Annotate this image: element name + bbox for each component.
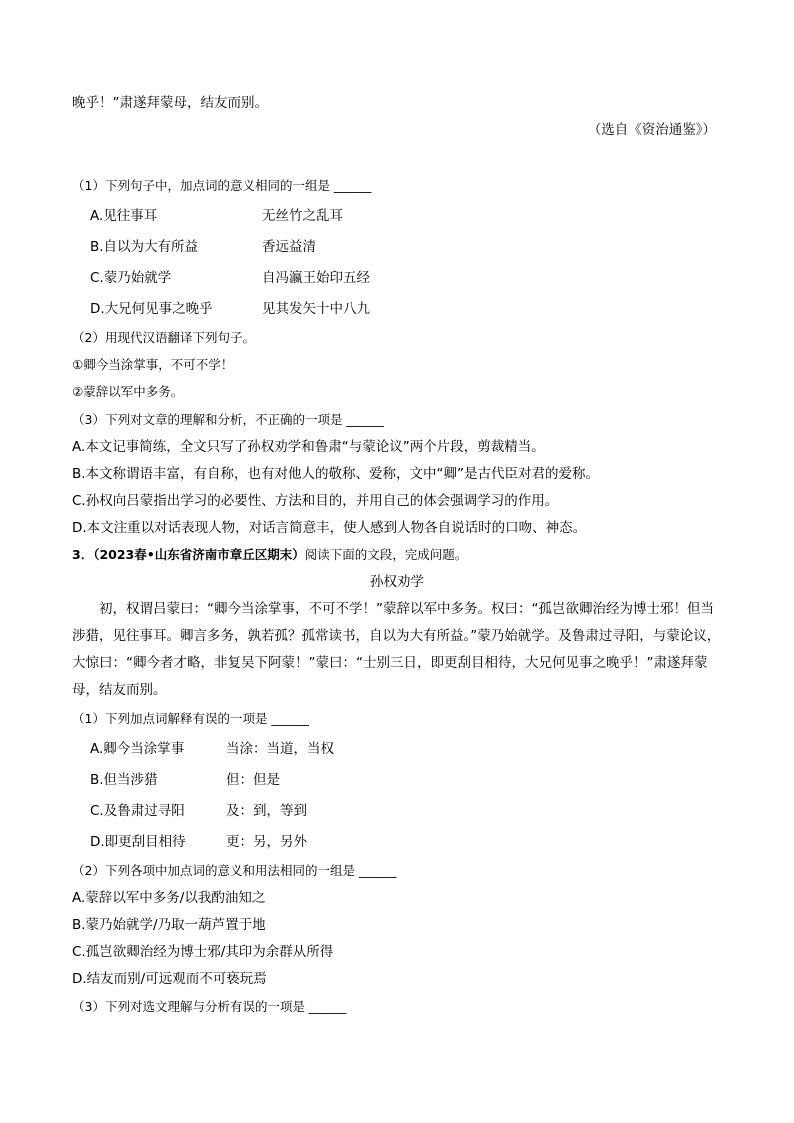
q2-p1-option-a-left: A.见往事耳 <box>90 208 158 224</box>
question-instruction: 阅读下面的文段，完成问题。 <box>304 547 468 562</box>
q3-p1-option-c-right: 及：到，等到 <box>226 803 307 819</box>
q2-p3-option-a: A.本文记事简练，全文只写了孙权劝学和鲁肃“与蒙论议”两个片段，剪裁精当。 <box>72 439 545 455</box>
q3-p1-option-d-right: 更：另，另外 <box>226 834 307 850</box>
q2-p3-option-c: C.孙权向吕蒙指出学习的必要性、方法和目的，并用自己的体会强调学习的作用。 <box>72 493 559 509</box>
q3-p1-option-c-left: C.及鲁肃过寻阳 <box>90 803 185 819</box>
q2-p1-option-c-right: 自冯瀛王始印五经 <box>262 270 370 286</box>
q3-p1-option-a-right: 当涂：当道，当权 <box>226 741 334 757</box>
q2-p1-option-d-right: 见其发矢十中八九 <box>262 301 370 317</box>
q2-part2-stem: （2）用现代汉语翻译下列句子。 <box>72 330 255 345</box>
passage-tail-line: 晚乎！”肃遂拜蒙母，结友而别。 <box>72 95 268 111</box>
q3-p1-option-d-left: D.即更刮目相待 <box>90 834 186 850</box>
source-citation: （选自《资治通鉴》） <box>587 122 716 138</box>
question-3-header <box>72 545 467 565</box>
q2-p1-option-b-left: B.自以为大有所益 <box>90 239 199 255</box>
q2-p1-option-c-left: C.蒙乃始就学 <box>90 270 172 286</box>
passage-title: 孙权劝学 <box>370 574 424 590</box>
q2-p3-option-b: B.本文称谓语丰富，有自称，也有对他人的敬称、爱称，文中“卿”是古代臣对君的爱称。 <box>72 466 600 482</box>
q3-p1-option-a-left: A.卿今当涂掌事 <box>90 741 185 757</box>
q3-part2-stem: （2）下列各项中加点词的意义和用法相同的一组是 ______ <box>72 863 397 878</box>
q3-part1-stem: （1）下列加点词解释有误的一项是 ______ <box>72 711 309 726</box>
q2-p1-option-a-right: 无丝竹之乱耳 <box>262 208 343 224</box>
q2-part3-stem: （3）下列对文章的理解和分析，不正确的一项是 ______ <box>72 412 384 427</box>
q3-p2-option-a: A.蒙辞以军中多务/以我酌油知之 <box>72 890 266 906</box>
q2-p3-option-d: D.本文注重以对话表现人物，对话言简意丰，使人感到人物各自说话时的口吻、神态。 <box>72 520 587 536</box>
q2-p2-item-2: ②蒙辞以军中多务。 <box>72 384 184 399</box>
q2-p2-item-1: ①卿今当涂掌事，不可不学！ <box>72 357 234 372</box>
passage-body: 初，权谓吕蒙曰：“卿今当涂掌事，不可不学！”蒙辞以军中多务。权曰：“孤岂欲卿治经为博士邪！但当涉猎，见往事耳。卿言多务，孰若孤？孤常读书，自以为大有所益。”蒙乃始就学。及鲁肃过寻阳，与蒙论议，大惊曰：“卿今者才略，非复吴下阿蒙！”蒙曰：“士别三日，即更刮目相待，大兄何见事之晚乎！”肃遂拜蒙母，结友而别。 <box>72 601 721 698</box>
q3-p1-option-b-left: B.但当涉猎 <box>90 772 158 788</box>
q3-p2-option-d: D.结友而别/可远观而不可亵玩焉 <box>72 971 267 987</box>
question-source-tag: （2023春•山东省济南市章丘区期末） <box>93 547 305 562</box>
question-number: 3． <box>72 547 94 562</box>
q3-p2-option-b: B.蒙乃始就学/乃取一葫芦置于地 <box>72 917 266 933</box>
q3-p1-option-b-right: 但：但是 <box>226 772 280 788</box>
q2-part1-stem: （1）下列句子中，加点词的意义相同的一组是 ______ <box>72 178 372 193</box>
q3-p2-option-c: C.孤岂欲卿治经为博士邪/其印为余群从所得 <box>72 944 334 960</box>
q3-part3-stem: （3）下列对选文理解与分析有误的一项是 ______ <box>72 999 347 1014</box>
q2-p1-option-b-right: 香远益清 <box>262 239 316 255</box>
q2-p1-option-d-left: D.大兄何见事之晚乎 <box>90 301 213 317</box>
